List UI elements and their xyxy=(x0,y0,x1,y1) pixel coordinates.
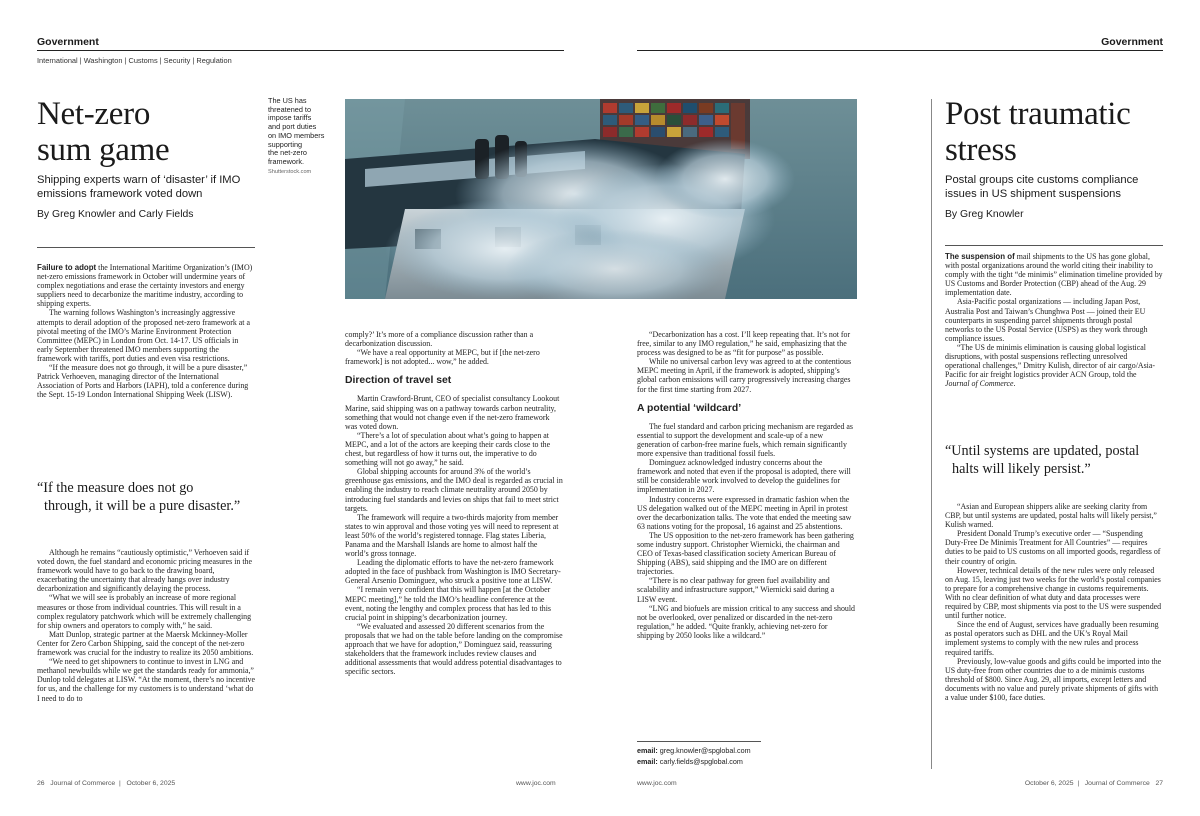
article1-paragraph: While no universal carbon levy was agreed to at the contentious MEPC meeting in April, if the framework is adopted, shipping’s global carbon emissions will carry progressively increasing charges for the first time starting from 2027. xyxy=(637,357,852,394)
caption-line: on IMO members xyxy=(268,130,325,140)
email-label: email: xyxy=(637,757,658,766)
article1-paragraph: “We evaluated and assessed 20 different scenarios from the proposals that we had on the table before landing on the compromise approach that we have for adoption,” Dominguez said, reassuring stakeholders that the framework includes review clauses and additional assessments that would address potential disadvantages to specific sectors. xyxy=(345,621,563,677)
article1-headline-line1: Net-zero xyxy=(37,96,151,132)
caption-line: and port duties xyxy=(268,122,317,132)
article1-paragraph: Global shipping accounts for around 3% of the world’s greenhouse gas emissions, and the IMO deal is regarded as crucial in enabling the industry to reach climate neutrality around 2050 by introducing fuel standards and levies on ships that fail to meet strict targets. xyxy=(345,467,563,513)
article1-paragraph: The fuel standard and carbon pricing mechanism are regarded as essential to support the development and scale-up of a new generation of carbon-free marine fuels, which remain significantly more expensive than traditional fossil fuels. xyxy=(637,421,853,459)
article1-paragraph: “What we will see is probably an increase of more regional measures or those from individual countries. This will result in a complex regulatory patchwork which will be extremely challenging for ship owners and operators to comply with,” he said. xyxy=(37,593,252,630)
article2-paragraph: President Donald Trump’s executive order — “Suspending Duty-Free De Minimis Treatment for All Countries” — requires duties to be paid to US customs on all imported goods, regardless of their country of origin. xyxy=(945,529,1161,566)
article2-paragraph: However, technical details of the new rules were only released on Aug. 15, leaving just two weeks for the world’s postal companies to prepare for a comprehensive change in customs requirements. With no clear definition of what duty and data processes were required by CBP, most shipments via post to the US were suspended until further notice. xyxy=(945,565,1162,621)
article1-paragraph: Although he remains “cautiously optimistic,” Verhoeven said if voted down, the fuel standard and economic pricing measures in the framework would have to go back to the drawing board, exacerbating the uncertainty that already hangs over industry decarbonization and significantly delaying the process. xyxy=(37,548,252,594)
email-rule xyxy=(637,741,761,742)
caption-line: The US has xyxy=(268,96,307,105)
article1-paragraph: “I remain very confident that this will happen [at the October MEPC meeting],” he told the IMO’s headline conference at the event, noting the lengthy and complex process that has led to this crucial point in shipping’s decarbonization journey. xyxy=(345,585,551,622)
article1-column-3 xyxy=(637,330,855,732)
article2-lead-in: The suspension of xyxy=(945,252,1015,261)
article1-paragraph: “LNG and biofuels are mission critical to any success and should not be overlooked, over penalized or discarded in the net-zero regulation,” he added. “Quite frankly, achieving net-zero for shipping by 2050 looks like a wildcard.” xyxy=(637,603,855,640)
article1-column-2 xyxy=(345,330,563,768)
container-ship-photo xyxy=(345,99,857,299)
section-subnav[interactable]: International | Washington | Customs | Security | Regulation xyxy=(37,56,232,65)
footer-url-left[interactable]: www.joc.com xyxy=(516,780,556,787)
caption-line: threatened to xyxy=(268,104,312,114)
publication-name-italic: Journal of Commerce xyxy=(945,379,1014,389)
pullquote-line: “If the measure does not go xyxy=(37,480,194,496)
article2-headline xyxy=(945,96,1175,168)
footer-url-right[interactable]: www.joc.com xyxy=(637,780,677,787)
caption-line: impose tariffs xyxy=(268,113,312,123)
photo-caption xyxy=(268,97,340,176)
article1-standfirst-line2: emissions framework voted down xyxy=(37,188,203,200)
article2-standfirst-line1: Postal groups cite customs compliance xyxy=(945,174,1139,186)
article2-paragraph-text: mail shipments to the US has gone global, with postal organizations around the world citing their inability to comply with the tight “de minimis” elimination timeline provided by US Customs and Border Protection (CBP) ahead of the Aug. 29 implementation date. xyxy=(945,252,1163,298)
article2-byline: By Greg Knowler xyxy=(945,209,1024,220)
article2-standfirst-line2: issues in US shipment suspensions xyxy=(945,188,1121,200)
subhead-potential-wildcard: A potential ‘wildcard’ xyxy=(637,402,742,414)
article2-pullquote xyxy=(945,443,1173,478)
article2-divider xyxy=(931,99,932,769)
caption-line: the net-zero xyxy=(268,148,307,158)
article1-paragraph: “We have a real opportunity at MEPC, but if [the net-zero framework] is not adopted... wow,” he added. xyxy=(345,348,540,367)
article1-paragraph: The framework will require a two-thirds majority from member states to win approval and those voting yes will need to represent at least 50% of the world’s registered tonnage. Flag states Liberia, Panama and the Marshall Islands are home to almost half the world’s gross tonnage. xyxy=(345,512,559,559)
pullquote-line: halts will likely persist.” xyxy=(952,460,1091,477)
article1-paragraph: Matt Dunlop, strategic partner at the Maersk Mckinney-Moller Center for Zero Carbon Shipping, said the concept of the net-zero framework was crucial for the industry to realize its 2050 ambitions. xyxy=(37,629,254,658)
email-label: email: xyxy=(637,746,658,755)
article1-paragraph: “Decarbonization has a cost. I’ll keep repeating that. It’s not for free, similar to any IMO regulation,” he said, emphasizing that the process was designed to be as “fit for purpose” as possible. xyxy=(637,330,851,358)
article2-headline-line1: Post traumatic xyxy=(945,96,1131,132)
footer-left xyxy=(37,780,175,787)
email-link-greg[interactable]: greg.knowler@spglobal.com xyxy=(659,746,751,755)
footer-separator: | xyxy=(1077,780,1080,787)
article1-paragraph: “We need to get shipowners to continue to invest in LNG and methanol newbuilds while we get the standards ready for ammonia,” Dunlop told delegates at LISW. “At the moment, there’s no incentive for us, and the challenge for my customers is to understand ‘what do I need to do to xyxy=(37,657,255,703)
article2-headline-line2: stress xyxy=(945,132,1017,168)
article1-paragraph: Leading the diplomatic efforts to have the net-zero framework adopted in the face of pushback from Washington is IMO Secretary-General Arsenio Dominguez, who struck a positive tone at LISW. xyxy=(345,558,561,586)
article2-standfirst xyxy=(945,173,1165,201)
article1-paragraph: The warning follows Washington’s increasingly aggressive attempts to derail adoption of the proposed net-zero framework at a pivotal meeting of the IMO’s Marine Environment Protection Committee (MEPC) in London from Oct. 14-17. US officials in early September threatened IMO members supporting the framework with tariffs, port duties and even visa restrictions. xyxy=(37,308,250,363)
subhead-direction-of-travel: Direction of travel set xyxy=(345,375,452,387)
article2-paragraph: Asia-Pacific postal organizations — including Japan Post, Australia Post and Taiwan’s Chunghwa Post — joined their EU counterparts in suspending parcel shipments through postal networks to the US Postal Service (USPS) as they work through compliance issues. xyxy=(945,297,1148,343)
article2-byline-rule xyxy=(945,245,1163,246)
article1-paragraph-text: the International Maritime Organization’s (IMO) net-zero emissions framework in October will undermine years of complex negotiations and erase the certainty investors and energy suppliers need to decarbonize the maritime industry, according to shipping experts. xyxy=(37,263,253,309)
article1-lead-in: Failure to adopt xyxy=(37,263,97,272)
article1-paragraph: Martin Crawford-Brunt, CEO of specialist consultancy Lookout Marine, said shipping was on a pathway towards carbon neutrality, something that would not change even if the net-zero framework was voted down. xyxy=(345,394,560,431)
email-link-carly[interactable]: carly.fields@spglobal.com xyxy=(659,757,743,766)
caption-line: supporting xyxy=(268,139,303,149)
article2-paragraph xyxy=(945,343,1163,388)
publication-name-right: Journal of Commerce xyxy=(1084,780,1150,787)
section-label-right: Government xyxy=(1101,36,1163,48)
footer-separator: | xyxy=(119,780,121,787)
article2-paragraph-text: . xyxy=(1013,379,1016,389)
article1-column-1-bottom xyxy=(37,548,255,768)
page-number-right: 27 xyxy=(1155,780,1163,787)
article1-headline xyxy=(37,96,257,168)
author-emails xyxy=(637,745,751,767)
article1-standfirst-line1: Shipping experts warn of ‘disaster’ if IMO xyxy=(37,174,241,186)
issue-date-left: October 6, 2025 xyxy=(126,780,176,787)
article2-paragraph-text: “The US de minimis elimination is causing global logistical disruptions, with postal suspensions reflecting unresolved operational challenges,” Dmitry Kulish, director of air cargo/Asia-Pacific for air freight logistics provider ACN Group, told the xyxy=(945,342,1155,380)
article1-paragraph: Industry concerns were expressed in dramatic fashion when the US delegation walked out of the MEPC meeting in April in protest over the decarbonization talks. The vote that ended the meeting saw 63 nations voting for the proposal, 16 against and 25 abstentions. xyxy=(637,494,852,531)
article2-column-top xyxy=(945,252,1163,422)
pullquote-line: “Until systems are updated, postal xyxy=(945,443,1140,459)
page-number-left: 26 xyxy=(37,780,45,787)
header-rule-right xyxy=(637,50,1163,51)
article1-paragraph: The US opposition to the net-zero framework has been gathering some industry support. Christopher Wiernicki, the chairman and CEO of Texas-based classification society American Bureau of Shipping (ABS), said shipping and the IMO are on different trajectories. xyxy=(637,530,854,577)
article2-column-bottom xyxy=(945,502,1163,768)
footer-right xyxy=(1025,780,1163,787)
article1-paragraph: comply?’ It’s more of a compliance discussion rather than a decarbonization discussion. xyxy=(345,330,534,349)
article1-paragraph: “There’s a lot of speculation about what’s going to happen at MEPC, and a lot of the actors are keeping their cards close to the chest, but regardless of how it turns out, the imperative to do something will not go away,” he said. xyxy=(345,430,551,468)
article1-byline: By Greg Knowler and Carly Fields xyxy=(37,209,194,220)
article1-paragraph xyxy=(37,263,255,308)
section-label-left: Government xyxy=(37,36,99,48)
issue-date-right: October 6, 2025 xyxy=(1024,780,1074,787)
article2-paragraph: “Asian and European shippers alike are seeking clarity from CBP, but until systems are updated, postal halts will likely persist,” Kulish warned. xyxy=(945,502,1157,530)
article1-paragraph: “If the measure does not go through, it will be a pure disaster,” Patrick Verhoeven, managing director of the International Association of Ports and Harbors (IAPH), told a conference during the Sept. 15-19 London International Shipping Week (LISW). xyxy=(37,363,249,400)
container-ship-illustration xyxy=(345,99,857,299)
article2-paragraph: Previously, low-value goods and gifts could be imported into the US duty-free from other countries due to a de minimis customs threshold of $800. Since Aug. 29, all imports, except letters and documents with no value and purely private shipments of gifts with a value under $100, face duties. xyxy=(945,656,1162,702)
article1-paragraph: Dominguez acknowledged industry concerns about the framework and noted that even if the proposal is adopted, there will still be considerable work involved to develop the guidelines for implementation in 2027. xyxy=(637,458,851,495)
publication-name-left: Journal of Commerce xyxy=(50,780,116,787)
article2-paragraph: Since the end of August, services have gradually been resuming as postal operators such as DHL and the UK’s Royal Mail implement systems to comply with the new rules and process required tariffs. xyxy=(945,620,1159,657)
caption-line: framework. xyxy=(268,156,305,166)
header-rule-left xyxy=(37,50,564,51)
article1-column-1-top xyxy=(37,263,255,466)
article1-byline-rule xyxy=(37,247,255,248)
article1-pullquote xyxy=(37,480,267,515)
article1-paragraph: “There is no clear pathway for green fuel availability and scalability and infrastructure support,” Wiernicki said during a LISW event. xyxy=(637,576,835,604)
article2-paragraph xyxy=(945,252,1163,297)
article1-headline-line2: sum game xyxy=(37,132,170,168)
article1-standfirst xyxy=(37,173,267,201)
pullquote-line: through, it will be a pure disaster.” xyxy=(44,497,241,514)
photo-credit: Shutterstock.com xyxy=(268,168,312,175)
